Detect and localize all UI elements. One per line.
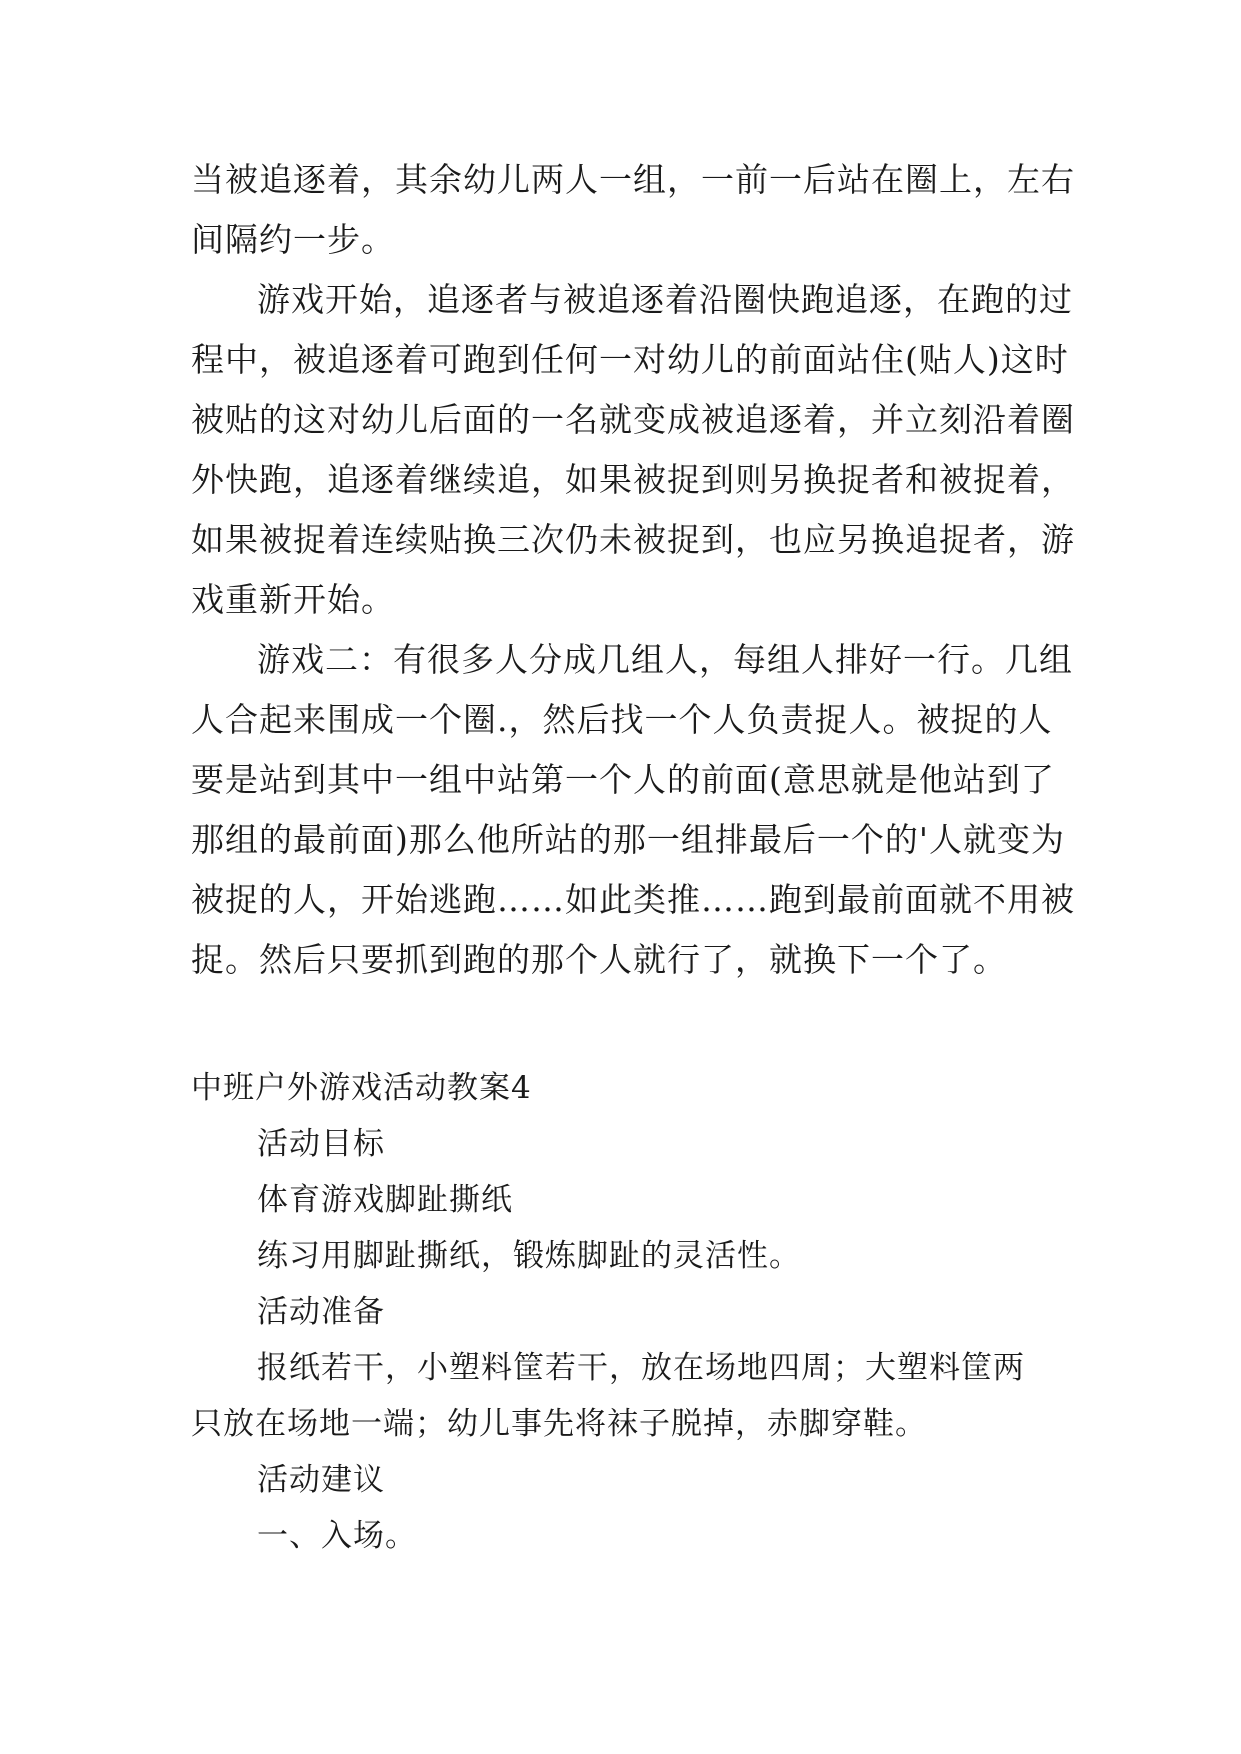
text-line: 游戏二：有很多人分成几组人，每组人排好一行。几组	[257, 640, 1073, 679]
game-name: 体育游戏脚趾撕纸	[257, 1182, 513, 1218]
subheading-goal: 活动目标	[257, 1126, 385, 1162]
text-line: 程中，被追逐着可跑到任何一对幼儿的前面站住(贴人)这时	[191, 340, 1069, 379]
text-line: 报纸若干，小塑料筐若干，放在场地四周；大塑料筐两	[257, 1350, 1025, 1386]
goal-text: 练习用脚趾撕纸，锻炼脚趾的灵活性。	[257, 1238, 801, 1274]
subheading-prep: 活动准备	[257, 1294, 385, 1330]
text-line: 捉。然后只要抓到跑的那个人就行了，就换下一个了。	[191, 940, 1007, 979]
section-title: 中班户外游戏活动教案4	[191, 1070, 532, 1106]
text-line: 那组的最前面)那么他所站的那一组排最后一个的'人就变为	[191, 820, 1065, 859]
text-line: 要是站到其中一组中站第一个人的前面(意思就是他站到了	[191, 760, 1055, 799]
subheading-suggestion: 活动建议	[257, 1462, 385, 1498]
text-line: 只放在场地一端；幼儿事先将袜子脱掉，赤脚穿鞋。	[191, 1406, 927, 1442]
text-line: 被贴的这对幼儿后面的一名就变成被追逐着，并立刻沿着圈	[191, 400, 1075, 439]
text-line: 人合起来围成一个圈.，然后找一个人负责捉人。被捉的人	[191, 700, 1053, 739]
paragraph	[191, 150, 1075, 270]
paragraph	[191, 630, 1075, 990]
paragraph	[191, 270, 1075, 630]
step-entry: 一、入场。	[257, 1518, 417, 1554]
text-line: 戏重新开始。	[191, 580, 395, 619]
text-line: 如果被捉着连续贴换三次仍未被捉到，也应另换追捉者，游	[191, 520, 1075, 559]
text-line: 间隔约一步。	[191, 220, 395, 259]
text-line: 被捉的人，开始逃跑……如此类推……跑到最前面就不用被	[191, 880, 1075, 919]
text-line: 外快跑，追逐着继续追，如果被捉到则另换捉者和被捉着，	[191, 460, 1075, 499]
paragraph	[191, 1340, 1051, 1452]
text-line: 当被追逐着，其余幼儿两人一组，一前一后站在圈上，左右	[191, 160, 1075, 199]
section-gap	[191, 990, 1051, 1060]
document-body	[191, 150, 1075, 1564]
text-line: 游戏开始，追逐者与被追逐着沿圈快跑追逐，在跑的过	[257, 280, 1073, 319]
